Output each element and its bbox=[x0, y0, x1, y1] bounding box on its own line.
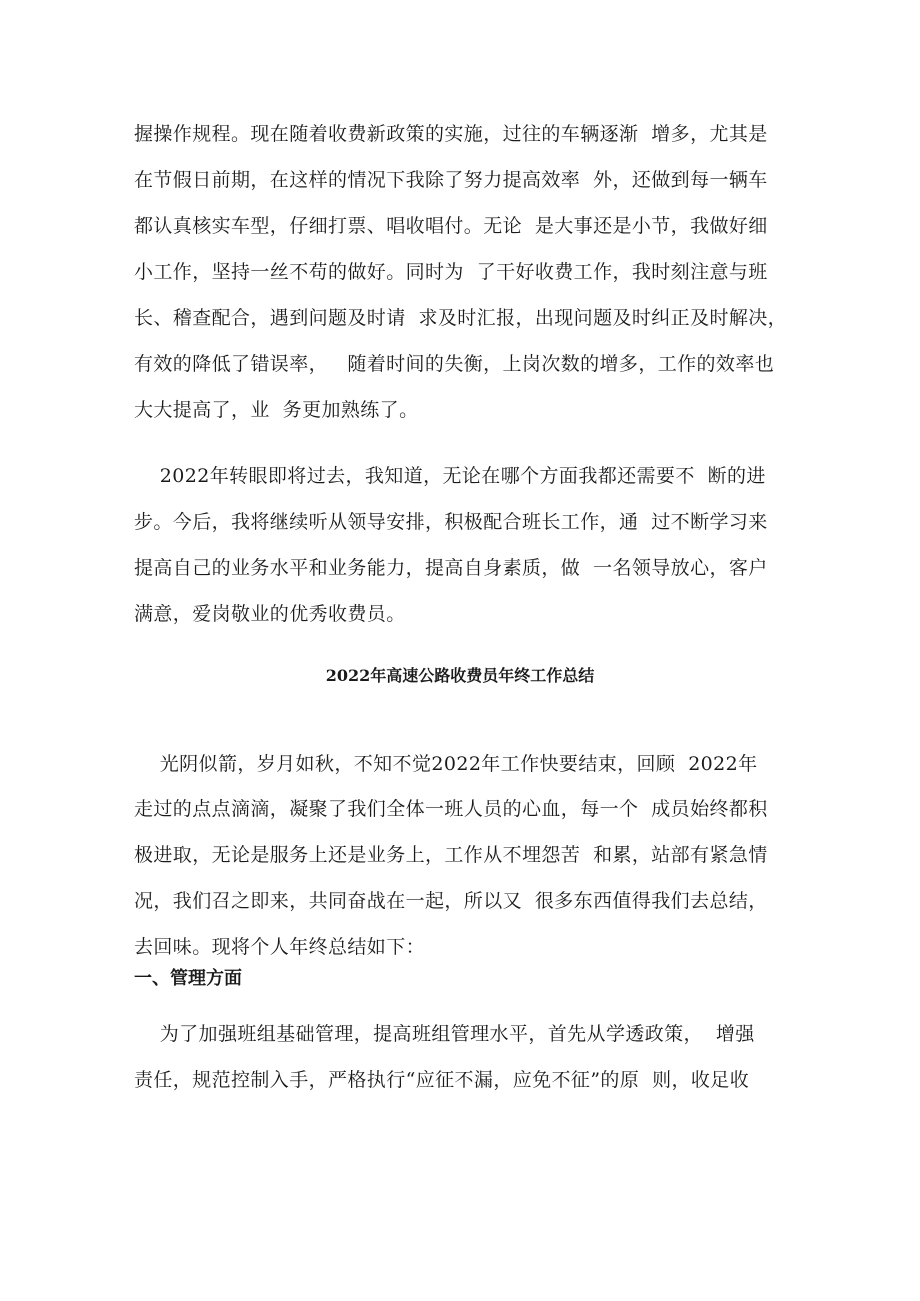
paragraph-1-line-2: 在节假日前期，在这样的情况下我除了努力提高效率 外，还做到每一辆车 bbox=[134, 169, 768, 191]
paragraph-1-line-1: 握操作规程。现在随着收费新政策的实施，过往的车辆逐渐 增多，尤其是 bbox=[134, 123, 768, 145]
paragraph-4-line-2: 责任，规范控制入手，严格执行“应征不漏，应免不征”的原 则，收足收 bbox=[134, 1069, 750, 1091]
section-title: 2022年高速公路收费员年终工作总结 bbox=[325, 666, 595, 685]
paragraph-2-line-1: 2022年转眼即将过去，我知道，无论在哪个方面我都还需要不 断的进 bbox=[134, 465, 766, 487]
paragraph-2-line-3: 提高自己的业务水平和业务能力，提高自身素质，做 一名领导放心，客户 bbox=[134, 557, 768, 579]
paragraph-3-line-3: 极进取，无论是服务上还是业务上，工作从不埋怨苦 和累，站部有紧急情 bbox=[134, 844, 768, 866]
paragraph-1-line-6: 有效的降低了错误率， 随着时间的失衡，上岗次数的增多，工作的效率也 bbox=[134, 353, 775, 375]
paragraph-3-line-5: 去回味。现将个人年终总结如下： bbox=[134, 936, 426, 958]
paragraph-3-line-4: 况，我们召之即来，共同奋战在一起，所以又 很多东西值得我们去总结， bbox=[134, 890, 768, 912]
paragraph-1-line-4: 小工作，坚持一丝不苟的做好。同时为 了干好收费工作，我时刻注意与班 bbox=[134, 261, 768, 283]
paragraph-1-line-3: 都认真核实车型，仔细打票、唱收唱付。无论 是大事还是小节，我做好细 bbox=[134, 215, 768, 237]
paragraph-4-line-1: 为了加强班组基础管理，提高班组管理水平，首先从学透政策， 增强 bbox=[134, 1023, 755, 1045]
section-heading-management: 一、管理方面 bbox=[134, 968, 242, 989]
paragraph-2-line-2: 步。今后，我将继续听从领导安排，积极配合班长工作，通 过不断学习来 bbox=[134, 511, 768, 533]
paragraph-1-line-5: 长、稽查配合，遇到问题及时请 求及时汇报，出现问题及时纠正及时解决， bbox=[134, 307, 788, 329]
paragraph-3-line-2: 走过的点点滴滴，凝聚了我们全体一班人员的心血，每一个 成员始终都积 bbox=[134, 798, 768, 820]
paragraph-1-line-7: 大大提高了，业 务更加熟练了。 bbox=[134, 399, 419, 421]
paragraph-3-line-1: 光阴似箭，岁月如秋，不知不觉2022年工作快要结束，回顾 2022年 bbox=[134, 753, 758, 775]
paragraph-2-line-4: 满意，爱岗敬业的优秀收费员。 bbox=[134, 603, 406, 625]
